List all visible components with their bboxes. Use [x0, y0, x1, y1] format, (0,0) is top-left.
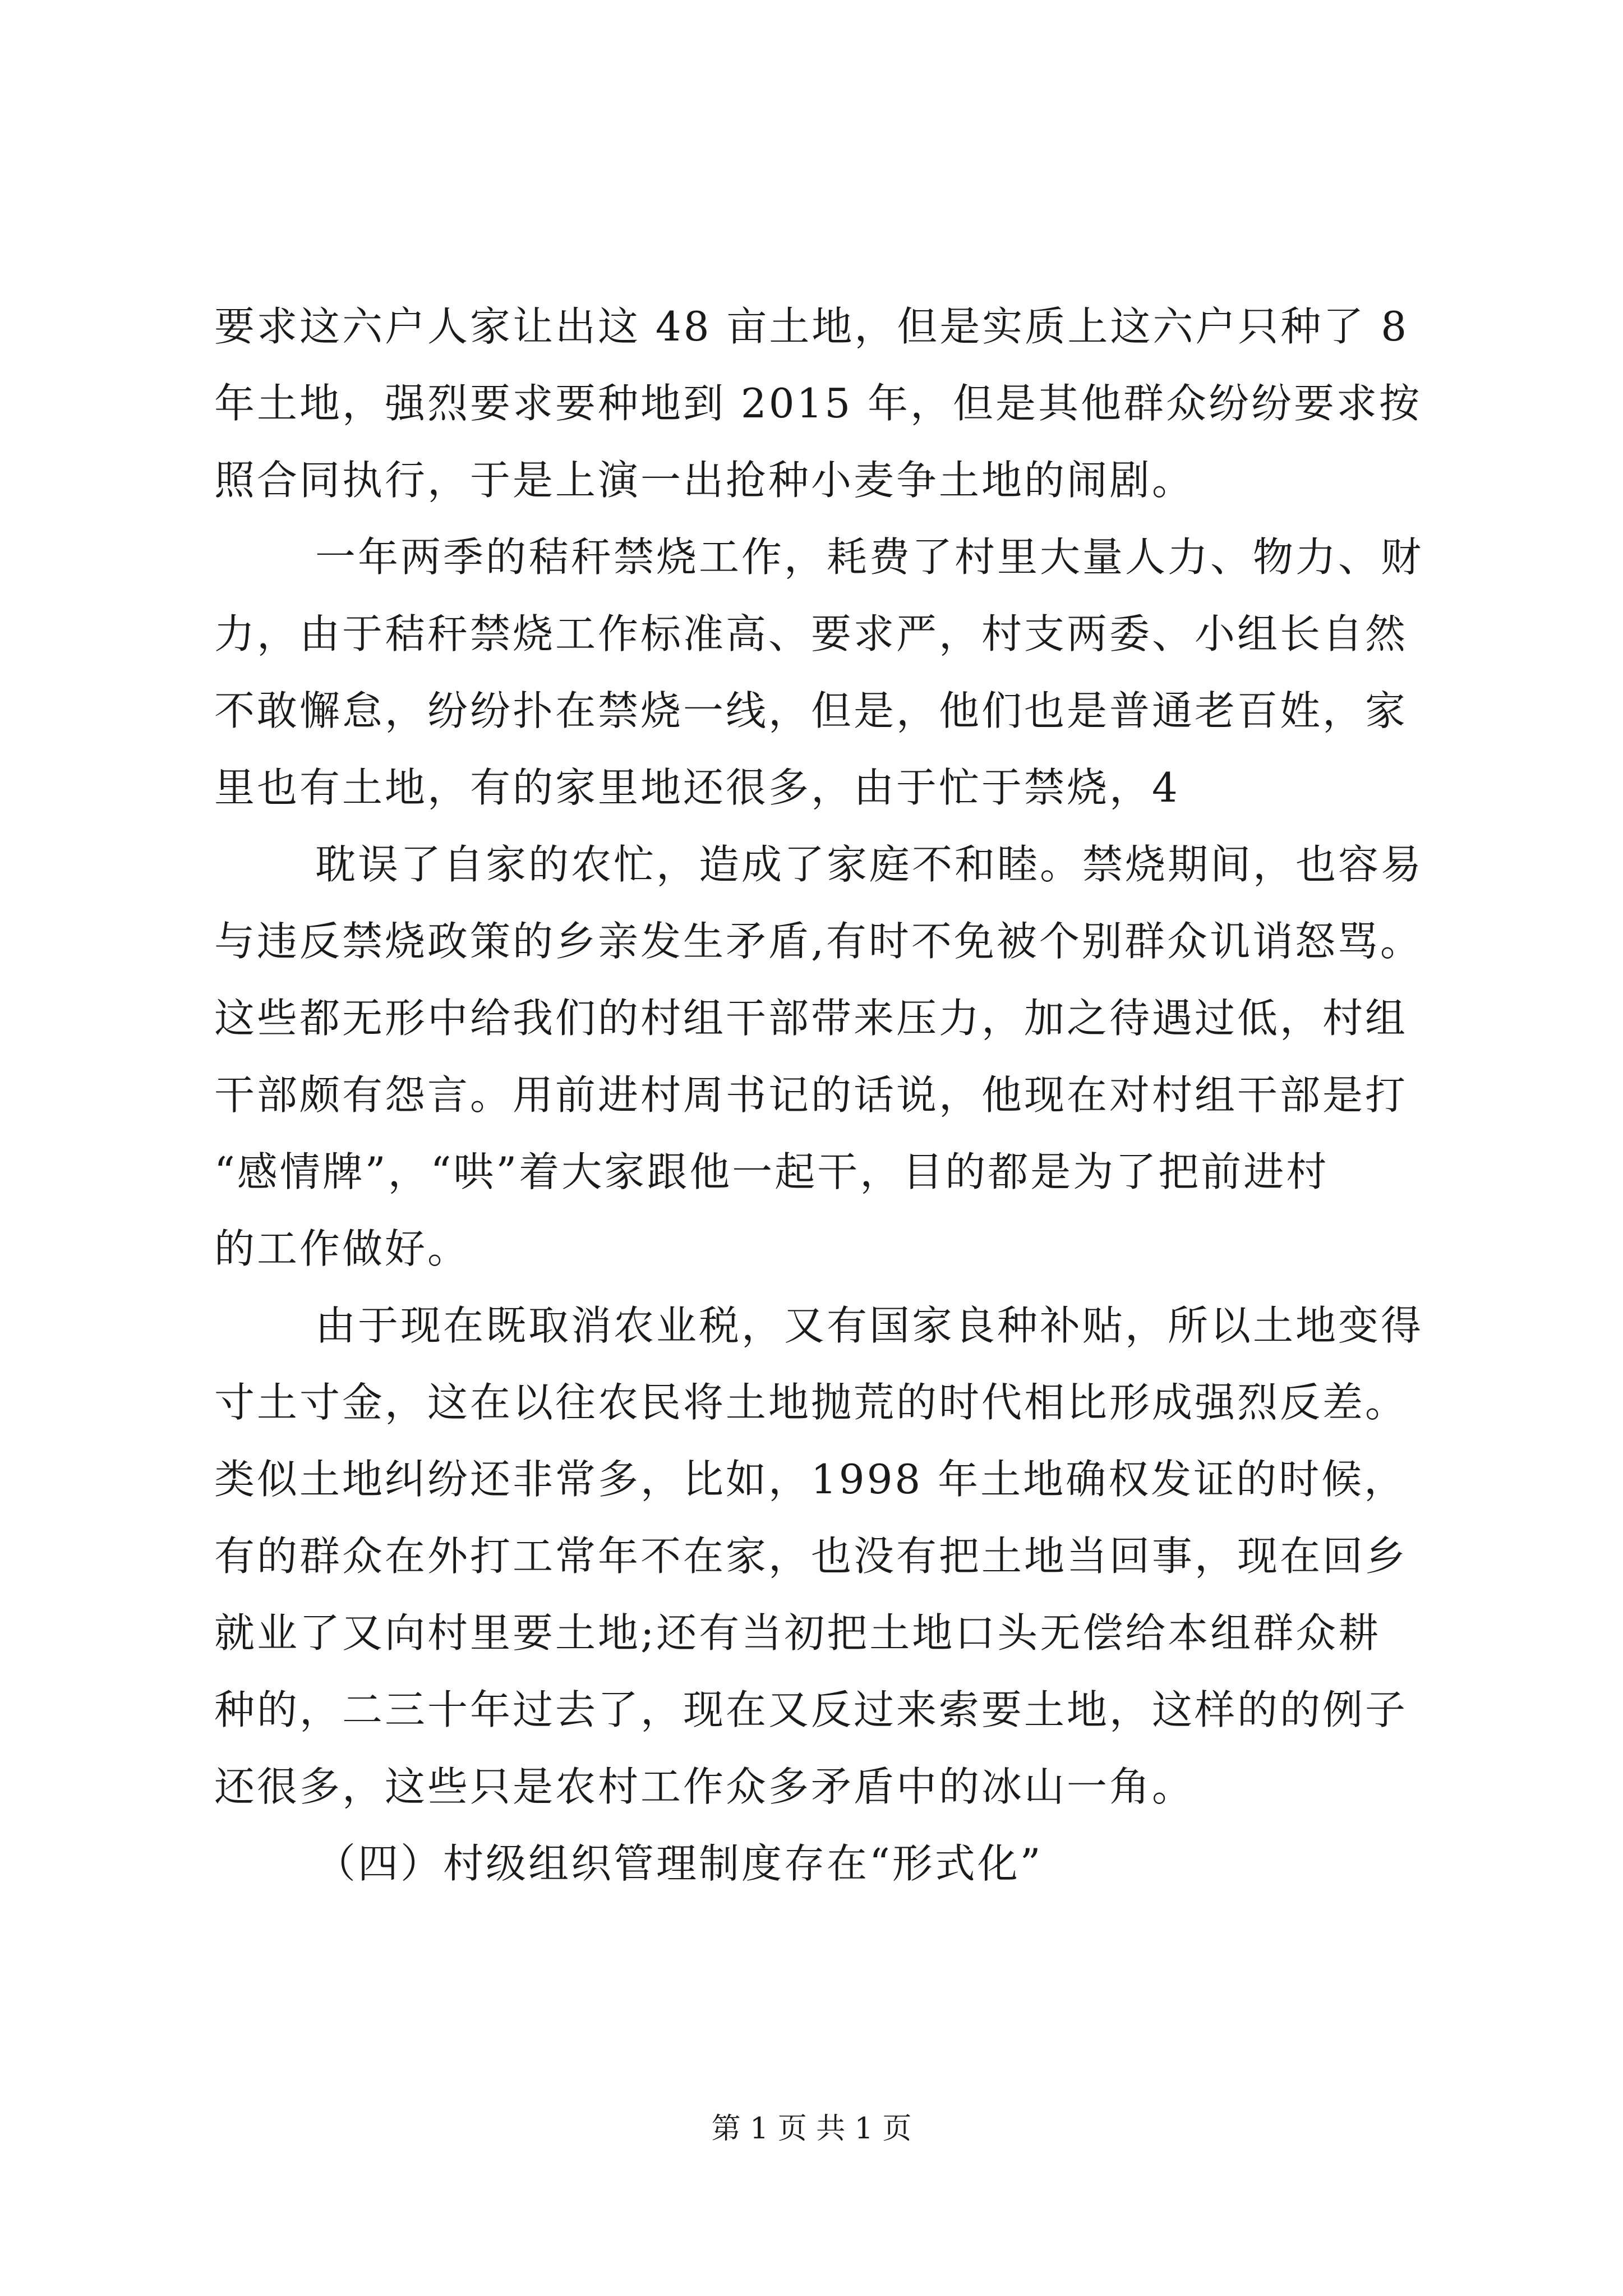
- text-line: 不敢懈怠，纷纷扑在禁烧一线，但是，他们也是普通老百姓，家: [214, 687, 1408, 734]
- text-line: 的工作做好。: [214, 1225, 471, 1272]
- text-line: 要求这六户人家让出这 48 亩土地，但是实质上这六户只种了 8: [214, 303, 1409, 350]
- text-line: 这些都无形中给我们的村组干部带来压力，加之待遇过低，村组: [214, 995, 1408, 1042]
- text-line: 照合同执行，于是上演一出抢种小麦争土地的闹剧。: [214, 457, 1195, 504]
- text-line: 一年两季的秸秆禁烧工作，耗费了村里大量人力、物力、财: [315, 533, 1424, 581]
- text-line: 里也有土地，有的家里地还很多，由于忙于禁烧，4: [214, 764, 1180, 811]
- text-line: 与违反禁烧政策的乡亲发生矛盾,有时不免被个别群众讥诮怒骂。: [214, 918, 1423, 965]
- text-line: 还很多，这些只是农村工作众多矛盾中的冰山一角。: [214, 1763, 1195, 1810]
- text-line: 种的，二三十年过去了，现在又反过来索要土地，这样的的例子: [214, 1686, 1408, 1733]
- page-footer: 第 1 页 共 1 页: [711, 2112, 912, 2146]
- text-line: 就业了又向村里要土地;还有当初把土地口头无偿给本组群众耕: [214, 1609, 1381, 1657]
- text-line: 年土地，强烈要求要种地到 2015 年，但是其他群众纷纷要求按: [214, 380, 1422, 427]
- text-line: 干部颇有怨言。用前进村周书记的话说，他现在对村组干部是打: [214, 1071, 1408, 1119]
- text-line: 寸土寸金，这在以往农民将土地抛荒的时代相比形成强烈反差。: [214, 1379, 1408, 1426]
- text-line: （四）村级组织管理制度存在“形式化”: [315, 1840, 1043, 1887]
- document-body: [214, 288, 1426, 1902]
- text-line: “感情牌”，“哄”着大家跟他一起干，目的都是为了把前进村: [214, 1148, 1329, 1195]
- text-line: 力，由于秸秆禁烧工作标准高、要求严，村支两委、小组长自然: [214, 610, 1408, 657]
- text-line: 类似土地纠纷还非常多，比如，1998 年土地确权发证的时候，: [214, 1456, 1407, 1503]
- text-line: 耽误了自家的农忙，造成了家庭不和睦。禁烧期间，也容易: [315, 841, 1424, 888]
- text-line: 由于现在既取消农业税，又有国家良种补贴，所以土地变得: [315, 1302, 1424, 1349]
- text-line: 有的群众在外打工常年不在家，也没有把土地当回事，现在回乡: [214, 1533, 1408, 1580]
